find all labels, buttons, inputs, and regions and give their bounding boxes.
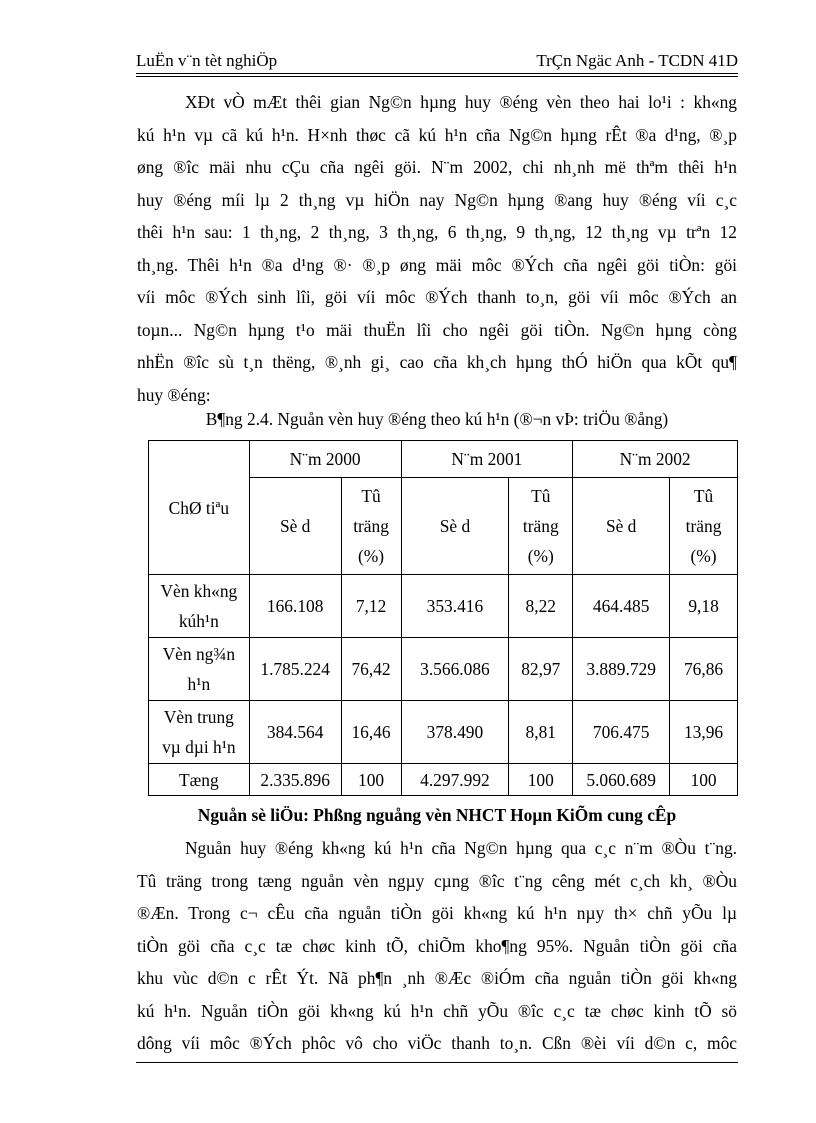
cell-ratio: 8,22 [509,575,573,638]
header-thesis-title: LuËn v¨n tèt nghiÖp [136,51,278,70]
cell-amount: 2.335.896 [249,764,341,796]
row-label-line: h¹n [187,674,211,694]
row-label-line: kúh¹n [178,611,219,631]
cell-amount: 706.475 [573,701,670,764]
ratio-line: Tû [693,486,714,506]
cell-ratio: 100 [670,764,738,796]
table-total-row [149,764,738,796]
ratio-line: Tû [531,486,551,506]
text-line: tiÒn göi cña c¸c tæ chøc kinh tÕ, chiÕm kho¶ng 95%. Nguån tiÒn göi cña [137,935,737,956]
text-line: víi môc ®Ých sinh lîi, göi víi môc ®Ých thanh to¸n, göi víi môc ®Ých an [137,287,737,307]
funding-by-term-table [148,440,738,796]
paragraph-analysis [137,832,737,1060]
header-cell-amount: Sè d [573,478,670,575]
ratio-line: träng [685,516,722,536]
footer-rule [136,1062,738,1063]
table-header-row [149,441,738,478]
ratio-line: träng [522,516,559,536]
text-line: huy ®éng míi lµ 2 th¸ng vµ hiÖn nay Ng©n hµng ®ang huy ®éng víi c¸c [137,189,737,210]
cell-ratio: 16,46 [341,701,401,764]
cell-amount: 4.297.992 [401,764,509,796]
cell-ratio: 9,18 [670,575,738,638]
row-label-line: vµ dµi h¹n [162,737,236,757]
text-line: kú h¹n. Nguån tiÒn göi kh«ng kú h¹n chñ yÕu ®îc c¸c tæ chøc kinh tÕ sö [137,1000,737,1021]
table-caption: B¶ng 2.4. Nguån vèn huy ®éng theo kú h¹n (®¬n vÞ: triÖu ®ång) [205,409,669,429]
text-line: dông víi môc ®Ých phôc vô cho viÖc thanh to¸n. Cßn ®èi víi d©n c, môc [137,1033,737,1053]
cell-amount: 384.564 [249,701,341,764]
cell-amount: 5.060.689 [573,764,670,796]
header-cell-amount: Sè d [401,478,509,575]
header-cell-indicator: ChØ tiªu [149,441,250,575]
row-label [149,638,250,701]
row-label-line: Vèn trung [163,707,234,727]
row-label: Tæng [149,764,250,796]
paragraph-intro [137,86,737,411]
cell-ratio: 100 [509,764,573,796]
cell-ratio: 13,96 [670,701,738,764]
table-row [149,575,738,638]
cell-amount: 353.416 [401,575,509,638]
text-line: øng ®îc mäi nhu cÇu cña ngêi göi. N¨m 2002, chi nh¸nh më thªm thêi h¹n [137,157,737,177]
cell-ratio: 8,81 [509,701,573,764]
header-cell-ratio [509,478,573,575]
text-line: nhËn ®îc sù t¸n thëng, ®¸nh gi¸ cao cña kh¸ch hµng thÓ hiÖn qua kÕt qu¶ [137,352,737,372]
header-cell-year: N¨m 2001 [401,441,573,478]
row-label-line: Vèn ng¾n [162,644,236,664]
row-label [149,575,250,638]
header-rule [136,73,738,74]
table-row [149,701,738,764]
header-cell-ratio [670,478,738,575]
cell-ratio: 82,97 [509,638,573,701]
header-cell-year: N¨m 2002 [573,441,738,478]
cell-amount: 3.889.729 [573,638,670,701]
header-cell-year: N¨m 2000 [249,441,401,478]
text-line: ®Æn. Trong c¬ cÊu cña nguån tiÒn göi kh«ng kú h¹n nµy th× chñ yÕu lµ [137,903,737,923]
header-author: TrÇn Ngäc Anh - TCDN 41D [536,51,738,70]
cell-amount: 1.785.224 [249,638,341,701]
header-cell-amount: Sè d [249,478,341,575]
cell-ratio: 76,42 [341,638,401,701]
text-line: Nguån huy ®éng kh«ng kú h¹n cña Ng©n hµng qua c¸c n¨m ®Òu t¨ng. [185,838,737,858]
page-header [136,50,738,72]
header-rule-double [136,76,738,77]
header-cell-ratio [341,478,401,575]
text-line: khu vùc d©n c rÊt Ýt. Nã ph¶n ¸nh ®Æc ®iÓm cña nguån tiÒn göi kh«ng [137,968,737,988]
text-line: XÐt vÒ mÆt thêi gian Ng©n hµng huy ®éng vèn theo hai lo¹i : kh«ng [185,92,737,112]
cell-amount: 464.485 [573,575,670,638]
row-label [149,701,250,764]
cell-amount: 3.566.086 [401,638,509,701]
cell-ratio: 100 [341,764,401,796]
ratio-line: (%) [358,546,385,566]
ratio-line: (%) [690,546,717,566]
cell-ratio: 76,86 [670,638,738,701]
text-line: thêi h¹n sau: 1 th¸ng, 2 th¸ng, 3 th¸ng, 6 th¸ng, 9 th¸ng, 12 th¸ng vµ trªn 12 [137,222,737,242]
cell-amount: 166.108 [249,575,341,638]
text-line: kú h¹n vµ cã kú h¹n. H×nh thøc cã kú h¹n cña Ng©n hµng rÊt ®a d¹ng, ®¸p [137,124,737,145]
ratio-line: träng [353,516,389,536]
row-label-line: Vèn kh«ng [160,581,238,601]
text-line: toµn... Ng©n hµng t¹o mäi thuËn lîi cho ngêi göi tiÒn. Ng©n hµng còng [137,319,737,340]
text-line: th¸ng. Thêi h¹n ®a d¹ng ®· ®¸p øng mäi môc ®Ých cña ngêi göi tiÒn: göi [137,254,737,275]
table-row [149,638,738,701]
text-line: Tû träng trong tæng nguån vèn ngµy cµng ®îc t¨ng cêng mét c¸ch kh¸ ®Òu [137,870,737,891]
table-source-note: Nguån sè liÖu: Phßng nguång vèn NHCT Hoµn KiÕm cung cÊp [197,805,677,825]
text-line: huy ®éng: [137,384,211,405]
ratio-line: Tû [361,486,381,506]
cell-amount: 378.490 [401,701,509,764]
ratio-line: (%) [527,546,554,566]
cell-ratio: 7,12 [341,575,401,638]
